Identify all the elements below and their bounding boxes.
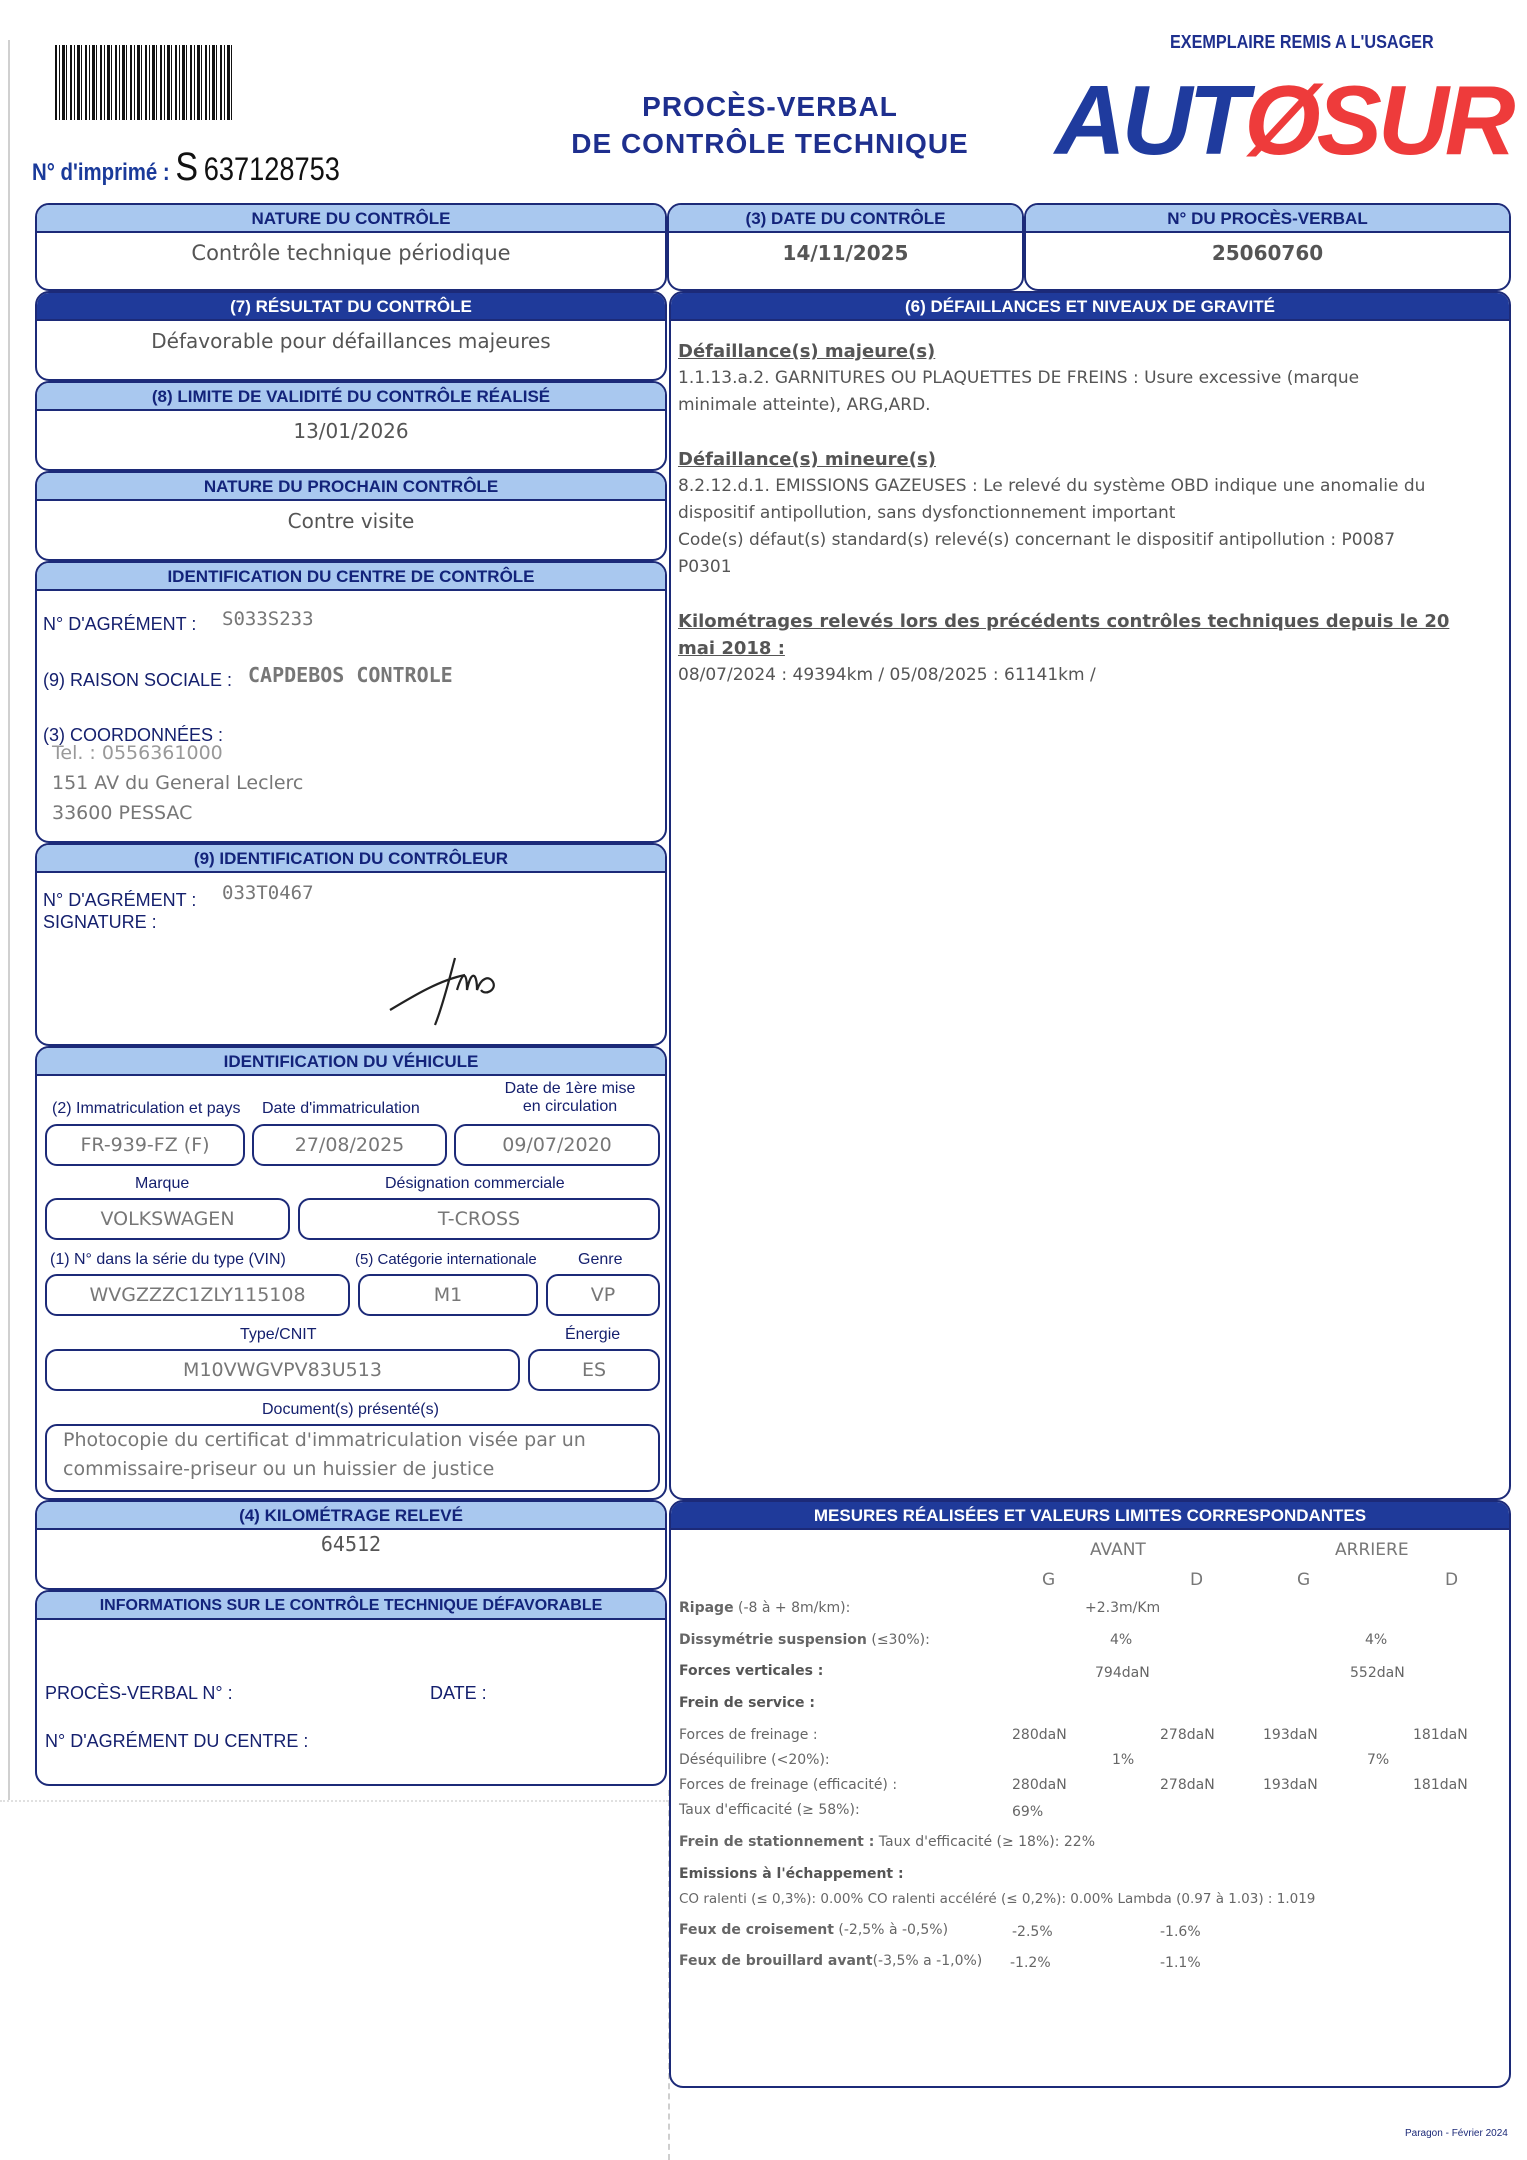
documents-field: Photocopie du certificat d'immatriculation visée par un commissaire-priseur ou un huissier de justice — [45, 1424, 660, 1492]
resultat-value: Défavorable pour défaillances majeures — [151, 329, 551, 353]
km-history-header: Kilométrages relevés lors des précédents contrôles techniques depuis le 20 — [678, 611, 1450, 632]
centre-phone: Tel. : 0556361000 — [52, 742, 223, 764]
forces-freinage-avd: 278daN — [1160, 1727, 1215, 1743]
panel-title: INFORMATIONS SUR LE CONTRÔLE TECHNIQUE DÉFAVORABLE — [37, 1592, 665, 1620]
panel-title: IDENTIFICATION DU CENTRE DE CONTRÔLE — [37, 563, 665, 591]
title-line-1: PROCÈS-VERBAL — [642, 91, 898, 122]
panel-title: IDENTIFICATION DU VÉHICULE — [37, 1048, 665, 1076]
feux-croisement-row: Feux de croisement (-2,5% à -0,5%) — [679, 1922, 949, 1938]
arriere-header: ARRIERE — [1335, 1540, 1409, 1560]
raison-sociale-value: CAPDEBOS CONTROLE — [248, 663, 453, 687]
taux-efficacite-value: 69% — [1012, 1804, 1044, 1820]
mineure-line: Code(s) défaut(s) standard(s) relevé(s) concernant le dispositif antipollution : P0087 — [678, 530, 1396, 550]
panel-title: (6) DÉFAILLANCES ET NIVEAUX DE GRAVITÉ — [671, 293, 1509, 321]
page-edge — [8, 40, 10, 1800]
desequilibre-arriere: 7% — [1367, 1752, 1390, 1768]
autosur-logo: AUTØSUR — [1055, 65, 1512, 175]
arriere-g-header: G — [1297, 1570, 1311, 1590]
panel-title: (9) IDENTIFICATION DU CONTRÔLEUR — [37, 845, 665, 873]
mineure-line: dispositif antipollution, sans dysfonctionnement important — [678, 503, 1176, 523]
cnit-field: M10VWGVPV83U513 — [45, 1349, 520, 1391]
coordonnees-label: (3) COORDONNÉES : — [43, 725, 224, 745]
categorie-field: M1 — [358, 1274, 538, 1316]
forces-efficacite-ard: 181daN — [1413, 1777, 1468, 1793]
avant-d-header: D — [1190, 1570, 1204, 1590]
km-history-header-2: mai 2018 : — [678, 638, 785, 659]
centre-address-line-1: 151 AV du General Leclerc — [52, 772, 304, 794]
vin-label: (1) N° dans la série du type (VIN) — [50, 1251, 286, 1268]
controleur-panel — [35, 843, 667, 1046]
panel-title: (7) RÉSULTAT DU CONTRÔLE — [37, 293, 665, 321]
pv-date-label: DATE : — [430, 1683, 487, 1703]
panel-title: MESURES RÉALISÉES ET VALEURS LIMITES CORRESPONDANTES — [671, 1502, 1509, 1530]
print-number — [32, 145, 340, 190]
categorie-label: (5) Catégorie internationale — [355, 1251, 537, 1268]
logo-ring-icon: Ø — [1244, 65, 1317, 175]
panel-title: (4) KILOMÉTRAGE RELEVÉ — [37, 1502, 665, 1530]
title-line-2: DE CONTRÔLE TECHNIQUE — [571, 128, 969, 159]
date-mec-label: Date de 1ère mise en circulation — [504, 1080, 636, 1115]
resultat-panel — [35, 291, 667, 381]
designation-label: Désignation commerciale — [385, 1175, 565, 1192]
feux-brouillard-row: Feux de brouillard avant(-3,5% a -1,0%) — [679, 1953, 983, 1969]
forces-freinage-avg: 280daN — [1012, 1727, 1067, 1743]
kilometrage-value: 64512 — [320, 1532, 382, 1556]
dissymetrie-avant: 4% — [1110, 1632, 1133, 1648]
cnit-label: Type/CNIT — [240, 1326, 317, 1343]
controleur-agrement-label: N° D'AGRÉMENT : — [43, 890, 197, 910]
km-history: 08/07/2024 : 49394km / 05/08/2025 : 61141km / — [678, 665, 1096, 685]
centre-agrement-value: S033S233 — [222, 608, 314, 630]
panel-title: NATURE DU PROCHAIN CONTRÔLE — [37, 473, 665, 501]
forces-freinage-label: Forces de freinage : — [679, 1727, 818, 1743]
immat-label: (2) Immatriculation et pays — [52, 1100, 241, 1117]
controleur-agrement-value: 033T0467 — [222, 882, 314, 904]
print-number-value: 637128753 — [203, 151, 340, 187]
panel-title: (3) DATE DU CONTRÔLE — [669, 205, 1022, 233]
centre-address-line-2: 33600 PESSAC — [52, 802, 193, 824]
signature-icon — [385, 950, 525, 1030]
edition-footer: Paragon - Février 2024 — [1405, 2128, 1508, 2139]
nature-controle-panel — [35, 203, 667, 291]
centre-agrement-label-2: N° D'AGRÉMENT DU CENTRE : — [45, 1731, 309, 1751]
feux-brouillard-g: -1.2% — [1010, 1955, 1051, 1971]
raison-sociale-label: (9) RAISON SOCIALE : — [43, 670, 233, 690]
energie-label: Énergie — [565, 1326, 621, 1343]
print-number-label: N° d'imprimé : — [32, 159, 170, 186]
desequilibre-label: Déséquilibre (<20%): — [679, 1752, 830, 1768]
arriere-d-header: D — [1445, 1570, 1459, 1590]
emissions-value: CO ralenti (≤ 0,3%): 0.00% CO ralenti accéléré (≤ 0,2%): 0.00% Lambda (0.97 à 1.03) : 1.019 — [679, 1891, 1316, 1907]
copy-label: EXEMPLAIRE REMIS A L'USAGER — [1170, 32, 1434, 52]
date-controle-value: 14/11/2025 — [782, 241, 909, 265]
frein-service-label: Frein de service : — [679, 1695, 816, 1711]
mineures-header: Défaillance(s) mineure(s) — [678, 449, 936, 470]
panel-title: NATURE DU CONTRÔLE — [37, 205, 665, 233]
forces-efficacite-arg: 193daN — [1263, 1777, 1318, 1793]
validite-panel — [35, 381, 667, 471]
document-title — [540, 88, 1000, 162]
print-number-prefix: S — [175, 145, 199, 189]
frein-stationnement-row: Frein de stationnement : Taux d'efficacité (≥ 18%): 22% — [679, 1834, 1096, 1850]
signature-label: SIGNATURE : — [43, 912, 157, 932]
ripage-avant: +2.3m/Km — [1085, 1600, 1161, 1616]
desequilibre-avant: 1% — [1112, 1752, 1135, 1768]
marque-label: Marque — [135, 1175, 190, 1192]
avant-header: AVANT — [1090, 1540, 1146, 1560]
defaillances-content — [678, 338, 1498, 689]
date-controle-panel — [667, 203, 1024, 291]
centre-panel — [35, 561, 667, 843]
avant-g-header: G — [1042, 1570, 1056, 1590]
barcode-icon — [55, 45, 235, 120]
majeure-line: 1.1.13.a.2. GARNITURES OU PLAQUETTES DE FREINS : Usure excessive (marque — [678, 368, 1360, 388]
genre-label: Genre — [578, 1251, 623, 1268]
mesures-panel — [669, 1500, 1511, 2088]
date-immat-field: 27/08/2025 — [252, 1124, 447, 1166]
forces-efficacite-label: Forces de freinage (efficacité) : — [679, 1777, 898, 1793]
vin-field: WVGZZZC1ZLY115108 — [45, 1274, 350, 1316]
forces-verticales-avant: 794daN — [1095, 1665, 1150, 1681]
majeure-line: minimale atteinte), ARG,ARD. — [678, 395, 931, 415]
feux-brouillard-d: -1.1% — [1160, 1955, 1201, 1971]
feux-croisement-g: -2.5% — [1012, 1924, 1053, 1940]
mineure-line: 8.2.12.d.1. EMISSIONS GAZEUSES : Le relevé du système OBD indique une anomalie du — [678, 476, 1426, 496]
genre-field: VP — [546, 1274, 660, 1316]
panel-title: (8) LIMITE DE VALIDITÉ DU CONTRÔLE RÉALISÉ — [37, 383, 665, 411]
panel-title: N° DU PROCÈS-VERBAL — [1026, 205, 1509, 233]
forces-verticales-arriere: 552daN — [1350, 1665, 1405, 1681]
documents-label: Document(s) présenté(s) — [262, 1401, 439, 1418]
forces-efficacite-avg: 280daN — [1012, 1777, 1067, 1793]
nature-controle-value: Contrôle technique périodique — [191, 241, 511, 265]
dissymetrie-row: Dissymétrie suspension (≤30%): — [679, 1632, 930, 1648]
pv-number-label: PROCÈS-VERBAL N° : — [45, 1683, 233, 1703]
marque-field: VOLKSWAGEN — [45, 1198, 290, 1240]
forces-verticales-label: Forces verticales : — [679, 1663, 824, 1679]
forces-efficacite-avd: 278daN — [1160, 1777, 1215, 1793]
validite-value: 13/01/2026 — [293, 419, 409, 443]
mineure-line: P0301 — [678, 557, 732, 577]
feux-croisement-d: -1.6% — [1160, 1924, 1201, 1940]
prochain-value: Contre visite — [287, 509, 415, 533]
energie-field: ES — [528, 1349, 660, 1391]
taux-efficacite-label: Taux d'efficacité (≥ 58%): — [679, 1802, 860, 1818]
numero-pv-value: 25060760 — [1211, 241, 1324, 265]
dissymetrie-arriere: 4% — [1365, 1632, 1388, 1648]
forces-freinage-ard: 181daN — [1413, 1727, 1468, 1743]
prochain-panel — [35, 471, 667, 561]
cut-line — [0, 1800, 668, 1802]
emissions-label: Emissions à l'échappement : — [679, 1866, 904, 1882]
designation-field: T-CROSS — [298, 1198, 660, 1240]
immat-field: FR-939-FZ (F) — [45, 1124, 245, 1166]
forces-freinage-arg: 193daN — [1263, 1727, 1318, 1743]
centre-agrement-label: N° D'AGRÉMENT : — [43, 614, 197, 634]
kilometrage-panel — [35, 1500, 667, 1590]
ripage-row: Ripage (-8 à + 8m/km): — [679, 1600, 851, 1616]
date-mec-field: 09/07/2020 — [454, 1124, 660, 1166]
numero-pv-panel — [1024, 203, 1511, 291]
majeures-header: Défaillance(s) majeure(s) — [678, 341, 936, 362]
date-immat-label: Date d'immatriculation — [262, 1100, 420, 1117]
